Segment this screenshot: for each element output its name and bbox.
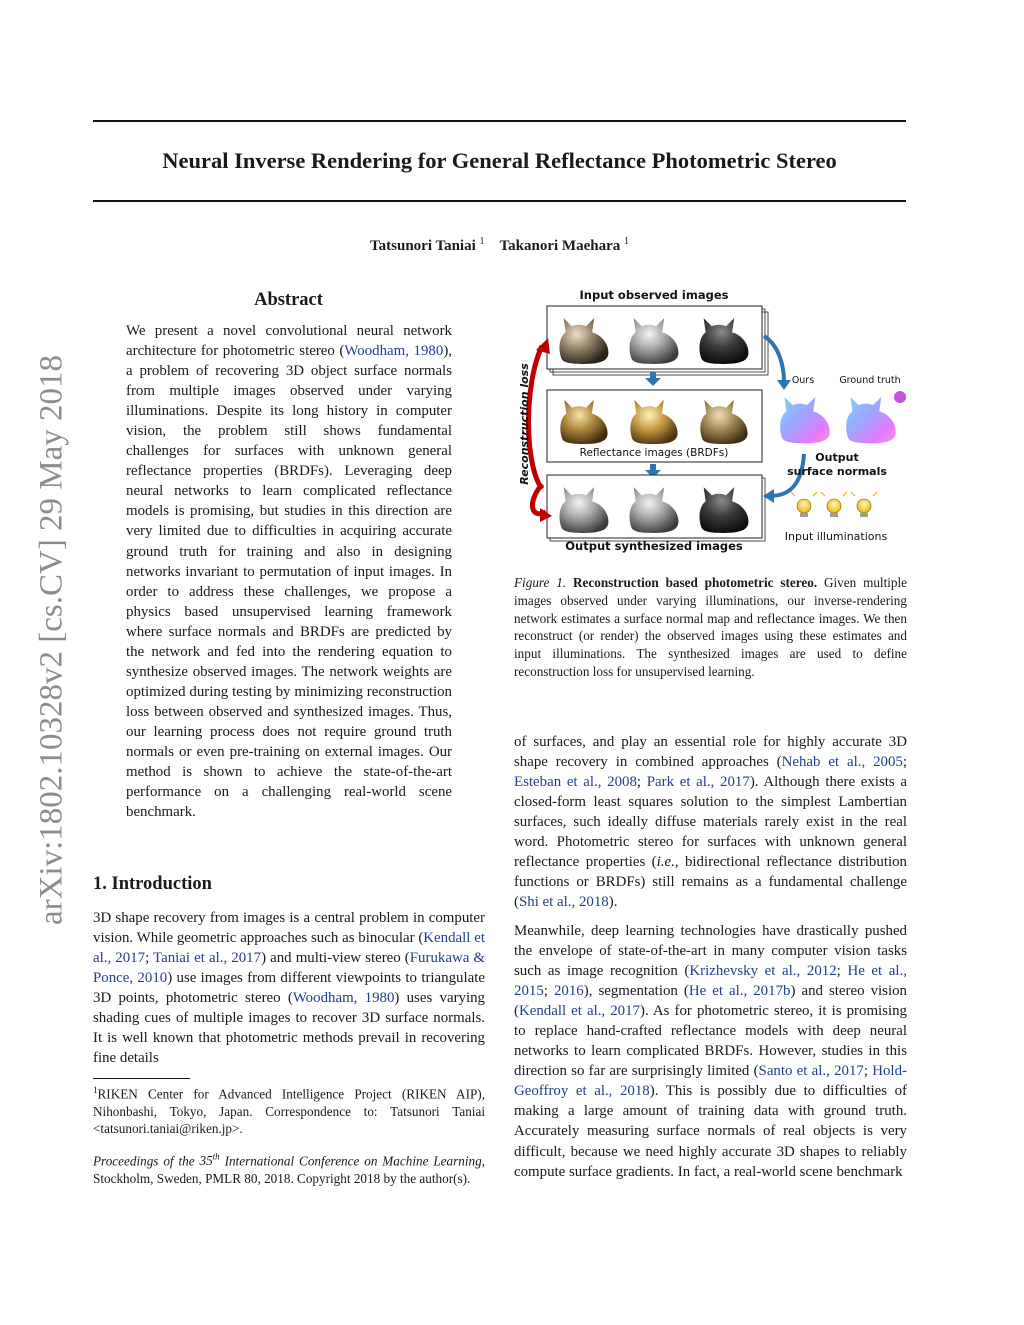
- citation-link[interactable]: Nehab et al., 2005: [781, 754, 903, 771]
- normal-color-sphere: [894, 391, 906, 403]
- figure-1: [512, 284, 912, 559]
- light-bulb-icon: [827, 499, 841, 513]
- right-paragraph-2: Meanwhile, deep learning technologies have drastically pushed the envelope of state-of-the-art in many computer vision tasks such as image recognition (Krizhevsky et al., 2012; He et al., 2015; 2016), segmentation (He et al., 2017b) and stereo vision (Kendall et al., 2017). As for photometric stereo, it is promising to replace hand-crafted reflectance models with deep neural networks to learn complicated BRDFs. However, studies in this direction so far are surprisingly limited (Santo et al., 2017; Hold-Geoffroy et al., 2018). This is possibly due to difficulties of making a large amount of training data with ground truth. Accurately measuring surface normals of real objects is very difficult, because we need highly accurate 3D shapes to reliably compute surface gradients. In fact, a real-world scene benchmark: [514, 923, 908, 1180]
- author-1: Tatsunori Taniai: [370, 238, 476, 254]
- surface-normals-label-1: Output: [815, 451, 859, 464]
- ours-normal-map: [780, 397, 830, 444]
- author-2-affiliation: 1: [623, 236, 629, 247]
- intro-body: 3D shape recovery from images is a central problem in computer vision. While geometric approaches such as binocular (Kendall et al., 2017; Taniai et al., 2017) and multi-view stereo (Furukawa & Ponce, 2010) use images from different viewpoints to triangulate 3D points, photometric stereo (Woodham, 1980) uses varying shading cues of multiple images to recover 3D surface normals. It is well known that photometric methods prevail in recovering fine details: [93, 910, 485, 1067]
- footnote-rule: [93, 1078, 190, 1079]
- citation-link[interactable]: Kendall et al., 2017: [93, 930, 485, 967]
- author-line: [93, 236, 906, 255]
- citation-link[interactable]: Shi et al., 2018: [518, 894, 609, 911]
- citation-link[interactable]: Furukawa & Ponce, 2010: [93, 950, 485, 987]
- surface-normals-label-2: surface normals: [787, 465, 887, 478]
- reconstruction-loss-label: Reconstruction loss: [518, 363, 531, 485]
- title-rule-top: [93, 120, 906, 122]
- footnote: $^1$RIKEN Center for Advanced Intelligence Project (RIKEN AIP), Nihonbashi, Tokyo, Japan. Correspondence to: Tatsunori Taniai <tatsunori.taniai@riken.jp>.: [93, 1085, 485, 1137]
- arxiv-stamp-text: arXiv:1802.10328v2 [cs.CV] 29 May 2018: [33, 354, 70, 926]
- figure-label: Figure 1.: [514, 575, 567, 590]
- title-rule-bottom: [93, 200, 906, 202]
- figure-caption: Figure 1. Reconstruction based photometric stereo. Given multiple images observed under varying illuminations, our inverse-rendering network estimates a surface normal map and reflectance images. We then reconstruct (or render) the observed images using these estimates and input illuminations. The synthesized images are used to define reconstruction loss for unsupervised learning.: [514, 575, 908, 679]
- reflectance-images-label: Reflectance images (BRDFs): [579, 447, 729, 459]
- citation-link[interactable]: 2016: [553, 983, 584, 1000]
- footnote-mark: 1: [93, 1085, 98, 1095]
- citation-link[interactable]: He et al., 2017b: [688, 983, 791, 1000]
- abstract-heading: Abstract: [254, 290, 323, 310]
- input-images-label: Input observed images: [579, 288, 729, 302]
- citation-link[interactable]: Woodham, 1980: [344, 343, 444, 360]
- illuminations-label: Input illuminations: [784, 530, 888, 543]
- arrow-down-1: [645, 378, 661, 386]
- citation-link[interactable]: Taniai et al., 2017: [153, 950, 262, 967]
- ground-truth-normal-map: [846, 397, 896, 444]
- ground-truth-label: Ground truth: [839, 375, 901, 386]
- citation-link[interactable]: Krizhevsky et al., 2012: [689, 963, 837, 980]
- ours-label: Ours: [791, 375, 815, 386]
- paper-title: Neural Inverse Rendering for General Reflectance Photometric Stereo: [162, 148, 837, 173]
- citation-link[interactable]: Park et al., 2017: [646, 774, 750, 791]
- light-bulb-icon: [857, 499, 871, 513]
- figure-caption-title: Reconstruction based photometric stereo.: [573, 575, 818, 590]
- output-images-label: Output synthesized images: [565, 539, 743, 553]
- light-bulb-icon: [797, 499, 811, 513]
- illumination-icons: [791, 492, 877, 517]
- citation-link[interactable]: Woodham, 1980: [292, 990, 395, 1007]
- citation-link[interactable]: Kendall et al., 2017: [518, 1003, 640, 1020]
- intro-heading: 1. Introduction: [93, 874, 212, 894]
- citation-link[interactable]: He et al., 2015: [514, 963, 908, 1000]
- citation-link[interactable]: Hold-Geoffroy et al., 2018: [514, 1063, 907, 1100]
- proceedings-note: Proceedings of the 35th International Conference on Machine Learning, Stockholm, Sweden, PMLR 80, 2018. Copyright 2018 by the author(s).: [93, 1152, 485, 1186]
- citation-link[interactable]: Esteban et al., 2008: [514, 774, 637, 791]
- abstract-body: We present a novel convolutional neural network architecture for photometric stereo (Woodham, 1980), a problem of recovering 3D object surface normals from multiple images observed under varying illuminations. Despite its long history in computer vision, the problem still shows fundamental challenges for surfaces with unknown general reflectance properties (BRDFs). Leveraging deep neural networks to learn complicated reflectance models is promising, but studies in this direction are very limited due to difficulties in acquiring accurate ground truth for training and also in designing networks invariant to permutation of input images. In order to address these challenges, we propose a physics based unsupervised learning framework where surface normals and BRDFs are predicted by the network and fed into the rendering equation to synthesize observed images. The network weights are optimized during testing by minimizing reconstruction loss between observed and synthesized images. Thus, our learning process does not require ground truth normals or even pre-training on external images. Our method is shown to achieve the state-of-the-art performance on a challenging real-world scene benchmark.: [126, 323, 453, 821]
- right-paragraph-1: of surfaces, and play an essential role for highly accurate 3D shape recovery in combined approaches (Nehab et al., 2005; Esteban et al., 2008; Park et al., 2017). Although there exists a closed-form least squares solution to the simplest Lambertian surfaces, such ideally diffuse materials rarely exist in the real word. Photometric stereo for surfaces with unknown general reflectance properties (i.e., bidirectional reflectance distribution functions or BRDFs) still remains as a fundamental challenge (Shi et al., 2018).: [514, 734, 907, 911]
- citation-link[interactable]: Santo et al., 2017: [758, 1063, 864, 1080]
- author-1-affiliation: 1: [479, 236, 485, 247]
- conference-ordinal: 35th: [199, 1152, 220, 1169]
- author-2: Takanori Maehara: [499, 238, 621, 254]
